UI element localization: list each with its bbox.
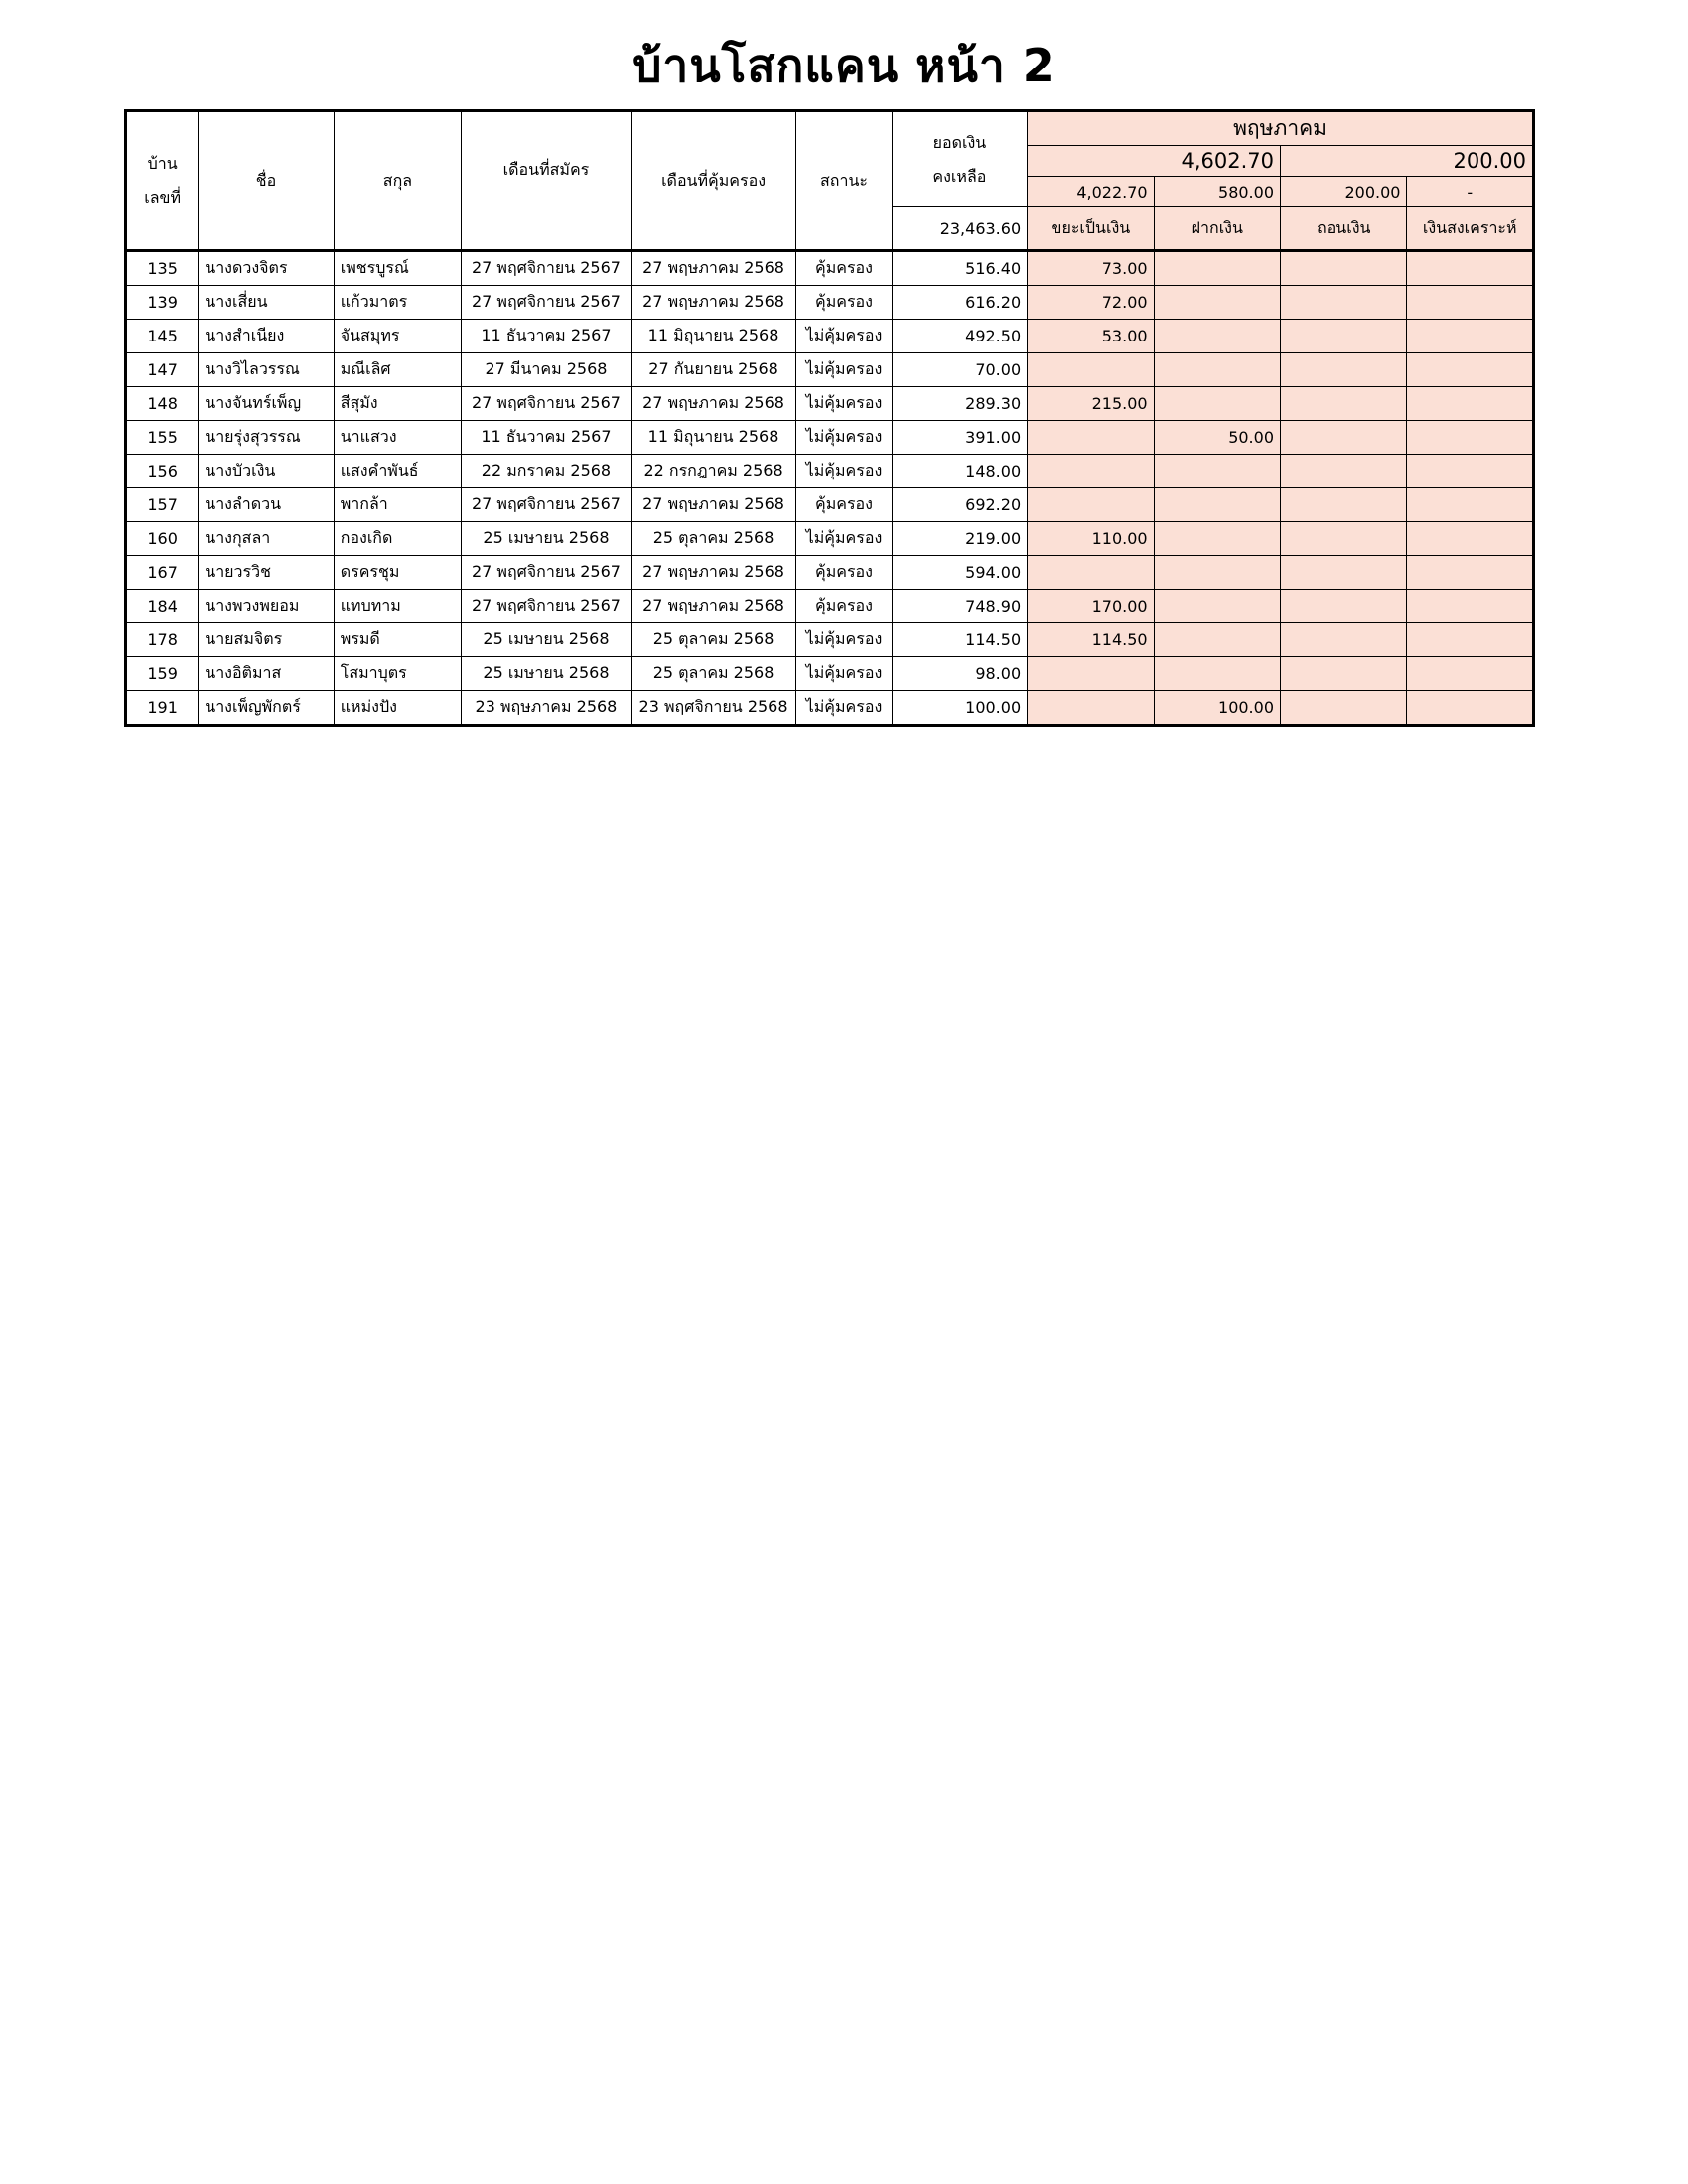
page-title: บ้านโสกแคน หน้า 2 (633, 39, 1055, 92)
cell-name: นายสมจิตร (199, 623, 334, 657)
cell-house-no: 160 (126, 522, 199, 556)
cell-status: ไม่คุ้มครอง (796, 320, 892, 353)
table-body (126, 251, 1534, 726)
cell-coverage-date: 23 พฤศจิกายน 2568 (631, 691, 796, 726)
balance-total: 23,463.60 (892, 207, 1027, 251)
cell-balance: 114.50 (892, 623, 1027, 657)
cell-welfare (1407, 590, 1534, 623)
cell-house-no: 191 (126, 691, 199, 726)
cell-name: นางเสี่ยน (199, 286, 334, 320)
table-row (126, 455, 1534, 488)
cell-surname: นาแสวง (334, 421, 461, 455)
cell-name: นายวรวิช (199, 556, 334, 590)
header-col-waste: ขยะเป็นเงิน (1028, 207, 1154, 251)
cell-enroll-date: 27 พฤศจิกายน 2567 (462, 488, 632, 522)
cell-withdraw (1281, 286, 1407, 320)
cell-surname: แทบทาม (334, 590, 461, 623)
cell-coverage-date: 25 ตุลาคม 2568 (631, 623, 796, 657)
cell-welfare (1407, 657, 1534, 691)
cell-waste: 72.00 (1028, 286, 1154, 320)
cell-status: ไม่คุ้มครอง (796, 691, 892, 726)
header-col-welfare: เงินสงเคราะห์ (1407, 207, 1534, 251)
cell-withdraw (1281, 421, 1407, 455)
cell-house-no: 145 (126, 320, 199, 353)
header-surname: สกุล (334, 111, 461, 251)
header-balance-line2: คงเหลือ (932, 166, 987, 186)
month-total-b: 200.00 (1281, 146, 1534, 177)
cell-waste: 215.00 (1028, 387, 1154, 421)
cell-welfare (1407, 488, 1534, 522)
cell-surname: จันสมุทร (334, 320, 461, 353)
month-total-a: 4,602.70 (1028, 146, 1281, 177)
cell-deposit (1154, 623, 1280, 657)
cell-surname: แสงคำพันธ์ (334, 455, 461, 488)
cell-withdraw (1281, 353, 1407, 387)
cell-withdraw (1281, 556, 1407, 590)
cell-name: นางเพ็ญพักตร์ (199, 691, 334, 726)
cell-waste: 110.00 (1028, 522, 1154, 556)
cell-surname: แหม่งปัง (334, 691, 461, 726)
cell-name: นางอิติมาส (199, 657, 334, 691)
cell-coverage-date: 11 มิถุนายน 2568 (631, 421, 796, 455)
cell-balance: 692.20 (892, 488, 1027, 522)
subtotal-deposit: 580.00 (1154, 177, 1280, 207)
cell-enroll-date: 25 เมษายน 2568 (462, 623, 632, 657)
table-row (126, 421, 1534, 455)
header-balance-line1: ยอดเงิน (932, 132, 987, 152)
table-row (126, 522, 1534, 556)
cell-status: ไม่คุ้มครอง (796, 522, 892, 556)
cell-deposit (1154, 522, 1280, 556)
header-house-no-line1: บ้าน (147, 154, 178, 173)
ledger-table (124, 109, 1535, 727)
cell-balance: 616.20 (892, 286, 1027, 320)
cell-waste (1028, 353, 1154, 387)
header-col-withdraw: ถอนเงิน (1281, 207, 1407, 251)
table-row (126, 251, 1534, 286)
cell-enroll-date: 25 เมษายน 2568 (462, 657, 632, 691)
table-row (126, 623, 1534, 657)
cell-house-no: 155 (126, 421, 199, 455)
cell-deposit: 100.00 (1154, 691, 1280, 726)
cell-deposit (1154, 455, 1280, 488)
cell-waste: 73.00 (1028, 251, 1154, 286)
cell-waste (1028, 455, 1154, 488)
cell-balance: 492.50 (892, 320, 1027, 353)
cell-enroll-date: 27 พฤศจิกายน 2567 (462, 387, 632, 421)
header-house-no-line2: เลขที่ (144, 188, 181, 206)
cell-deposit (1154, 353, 1280, 387)
cell-house-no: 159 (126, 657, 199, 691)
cell-waste (1028, 421, 1154, 455)
cell-withdraw (1281, 455, 1407, 488)
cell-coverage-date: 27 พฤษภาคม 2568 (631, 488, 796, 522)
table-header (126, 111, 1534, 251)
cell-enroll-date: 27 พฤศจิกายน 2567 (462, 590, 632, 623)
cell-surname: พากล้า (334, 488, 461, 522)
cell-enroll-date: 22 มกราคม 2568 (462, 455, 632, 488)
header-name: ชื่อ (199, 111, 334, 251)
cell-welfare (1407, 320, 1534, 353)
cell-coverage-date: 27 พฤษภาคม 2568 (631, 387, 796, 421)
cell-name: นางพวงพยอม (199, 590, 334, 623)
cell-surname: มณีเลิศ (334, 353, 461, 387)
cell-coverage-date: 22 กรกฎาคม 2568 (631, 455, 796, 488)
cell-balance: 289.30 (892, 387, 1027, 421)
cell-withdraw (1281, 488, 1407, 522)
cell-deposit (1154, 488, 1280, 522)
cell-status: ไม่คุ้มครอง (796, 455, 892, 488)
cell-name: นางลำดวน (199, 488, 334, 522)
cell-house-no: 167 (126, 556, 199, 590)
table-row (126, 657, 1534, 691)
cell-status: ไม่คุ้มครอง (796, 353, 892, 387)
cell-name: นางดวงจิตร (199, 251, 334, 286)
cell-welfare (1407, 251, 1534, 286)
cell-balance: 98.00 (892, 657, 1027, 691)
cell-withdraw (1281, 251, 1407, 286)
header-status: สถานะ (796, 111, 892, 251)
cell-name: นายรุ่งสุวรรณ (199, 421, 334, 455)
cell-withdraw (1281, 657, 1407, 691)
cell-deposit (1154, 657, 1280, 691)
cell-enroll-date: 11 ธันวาคม 2567 (462, 320, 632, 353)
cell-welfare (1407, 353, 1534, 387)
header-enroll-month: เดือนที่สมัคร (462, 111, 632, 251)
cell-withdraw (1281, 320, 1407, 353)
cell-balance: 148.00 (892, 455, 1027, 488)
cell-coverage-date: 27 พฤษภาคม 2568 (631, 286, 796, 320)
header-month: พฤษภาคม (1028, 111, 1534, 146)
cell-house-no: 135 (126, 251, 199, 286)
cell-surname: เพชรบูรณ์ (334, 251, 461, 286)
cell-balance: 70.00 (892, 353, 1027, 387)
cell-welfare (1407, 556, 1534, 590)
cell-balance: 748.90 (892, 590, 1027, 623)
cell-coverage-date: 11 มิถุนายน 2568 (631, 320, 796, 353)
cell-withdraw (1281, 387, 1407, 421)
cell-enroll-date: 27 พฤศจิกายน 2567 (462, 251, 632, 286)
cell-surname: แก้วมาตร (334, 286, 461, 320)
cell-deposit (1154, 286, 1280, 320)
cell-enroll-date: 27 พฤศจิกายน 2567 (462, 556, 632, 590)
cell-waste: 53.00 (1028, 320, 1154, 353)
cell-house-no: 148 (126, 387, 199, 421)
cell-welfare (1407, 522, 1534, 556)
cell-waste: 114.50 (1028, 623, 1154, 657)
cell-coverage-date: 27 พฤษภาคม 2568 (631, 590, 796, 623)
cell-balance: 594.00 (892, 556, 1027, 590)
cell-balance: 100.00 (892, 691, 1027, 726)
cell-status: ไม่คุ้มครอง (796, 387, 892, 421)
cell-enroll-date: 11 ธันวาคม 2567 (462, 421, 632, 455)
cell-house-no: 178 (126, 623, 199, 657)
cell-withdraw (1281, 691, 1407, 726)
cell-coverage-date: 27 พฤษภาคม 2568 (631, 251, 796, 286)
cell-coverage-date: 27 พฤษภาคม 2568 (631, 556, 796, 590)
cell-surname: โสมาบุตร (334, 657, 461, 691)
cell-welfare (1407, 421, 1534, 455)
cell-name: นางสำเนียง (199, 320, 334, 353)
cell-house-no: 139 (126, 286, 199, 320)
table-row (126, 488, 1534, 522)
table-row (126, 286, 1534, 320)
subtotal-waste: 4,022.70 (1028, 177, 1154, 207)
cell-deposit: 50.00 (1154, 421, 1280, 455)
cell-enroll-date: 27 พฤศจิกายน 2567 (462, 286, 632, 320)
cell-deposit (1154, 251, 1280, 286)
cell-surname: สีสุมัง (334, 387, 461, 421)
cell-balance: 219.00 (892, 522, 1027, 556)
cell-coverage-date: 25 ตุลาคม 2568 (631, 657, 796, 691)
cell-withdraw (1281, 590, 1407, 623)
cell-balance: 391.00 (892, 421, 1027, 455)
cell-waste: 170.00 (1028, 590, 1154, 623)
cell-waste (1028, 691, 1154, 726)
cell-status: ไม่คุ้มครอง (796, 623, 892, 657)
cell-status: คุ้มครอง (796, 251, 892, 286)
cell-welfare (1407, 387, 1534, 421)
cell-waste (1028, 488, 1154, 522)
cell-house-no: 147 (126, 353, 199, 387)
cell-withdraw (1281, 623, 1407, 657)
cell-surname: พรมดี (334, 623, 461, 657)
cell-name: นางบัวเงิน (199, 455, 334, 488)
header-house-no (126, 111, 199, 251)
cell-status: คุ้มครอง (796, 488, 892, 522)
subtotal-welfare: - (1407, 177, 1534, 207)
cell-status: ไม่คุ้มครอง (796, 421, 892, 455)
cell-house-no: 184 (126, 590, 199, 623)
cell-name: นางกุสลา (199, 522, 334, 556)
cell-deposit (1154, 387, 1280, 421)
cell-welfare (1407, 623, 1534, 657)
cell-status: ไม่คุ้มครอง (796, 657, 892, 691)
cell-status: คุ้มครอง (796, 556, 892, 590)
header-coverage-month: เดือนที่คุ้มครอง (631, 111, 796, 251)
table-row (126, 590, 1534, 623)
subtotal-withdraw: 200.00 (1281, 177, 1407, 207)
cell-deposit (1154, 556, 1280, 590)
cell-deposit (1154, 320, 1280, 353)
cell-waste (1028, 556, 1154, 590)
cell-house-no: 157 (126, 488, 199, 522)
cell-balance: 516.40 (892, 251, 1027, 286)
cell-enroll-date: 23 พฤษภาคม 2568 (462, 691, 632, 726)
cell-name: นางจันทร์เพ็ญ (199, 387, 334, 421)
table-row (126, 556, 1534, 590)
table-row (126, 320, 1534, 353)
table-row (126, 691, 1534, 726)
cell-withdraw (1281, 522, 1407, 556)
cell-welfare (1407, 691, 1534, 726)
header-balance (892, 111, 1027, 207)
cell-waste (1028, 657, 1154, 691)
cell-surname: ดรครชุม (334, 556, 461, 590)
cell-status: คุ้มครอง (796, 590, 892, 623)
cell-coverage-date: 27 กันยายน 2568 (631, 353, 796, 387)
table-row (126, 387, 1534, 421)
cell-coverage-date: 25 ตุลาคม 2568 (631, 522, 796, 556)
cell-deposit (1154, 590, 1280, 623)
cell-house-no: 156 (126, 455, 199, 488)
cell-enroll-date: 27 มีนาคม 2568 (462, 353, 632, 387)
cell-welfare (1407, 286, 1534, 320)
header-col-deposit: ฝากเงิน (1154, 207, 1280, 251)
cell-name: นางวิไลวรรณ (199, 353, 334, 387)
cell-welfare (1407, 455, 1534, 488)
cell-surname: กองเกิด (334, 522, 461, 556)
cell-status: คุ้มครอง (796, 286, 892, 320)
table-row (126, 353, 1534, 387)
cell-enroll-date: 25 เมษายน 2568 (462, 522, 632, 556)
